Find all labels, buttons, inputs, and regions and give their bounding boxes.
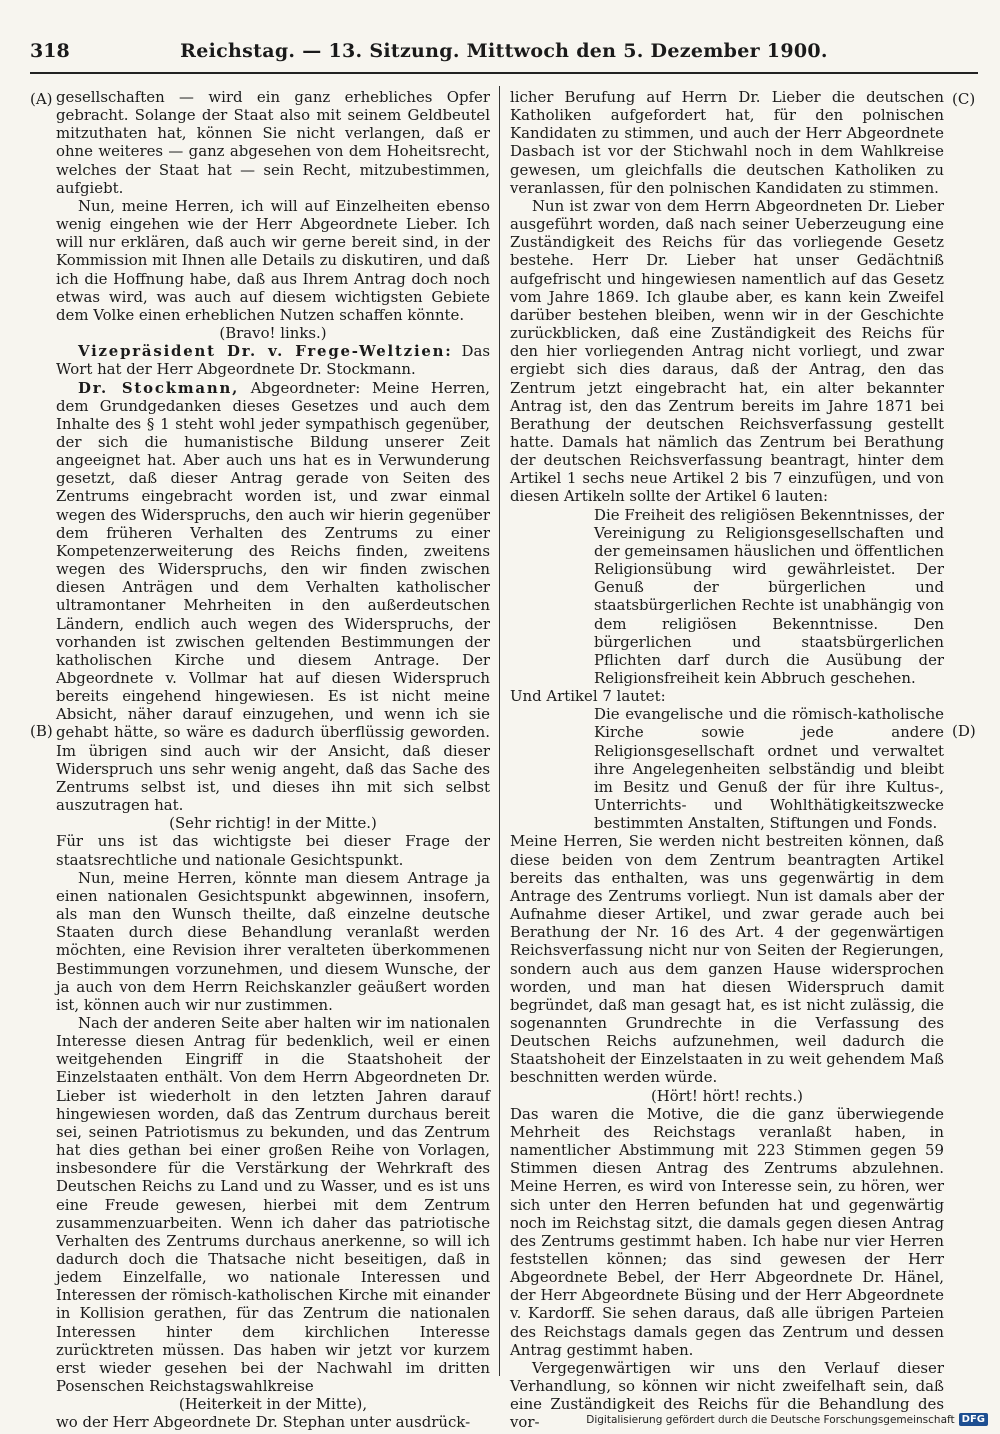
- paragraph: [56, 342, 490, 378]
- margin-mark-c: (C): [952, 90, 976, 108]
- margin-mark-a: (A): [30, 90, 53, 108]
- margin-mark-d: (D): [952, 722, 976, 740]
- digitization-credit: [586, 1413, 988, 1426]
- paragraph: Vergegenwärtigen wir uns den Verlauf dieser Verhandlung, so können wir nicht zweifelhaft sein, daß eine Zuständigkeit des Reichs für die Behandlung des vor-: [510, 1358, 944, 1432]
- paragraph: licher Berufung auf Herrn Dr. Lieber die deutschen Katholiken aufgefordert hat, für den polnischen Kandidaten zu stimmen, und auch der Herr Abgeordnete Dasbach ist vor der Stichwahl noch in dem Wahlkreise gewesen, um gleichfalls die deutschen Katholiken zu veranlassen, für den polnischen Kandidaten zu stimmen.: [510, 88, 944, 197]
- paragraph: Nach der anderen Seite aber halten wir im nationalen Interesse diesen Antrag für bedenklich, weil er einen weitgehenden Eingriff in die Staatshoheit der Einzelstaaten enthält. Von dem Herrn Abgeordneten Dr. Lieber ist wiederholt in den letzten Jahren darauf hingewiesen worden, daß das Zentrum durchaus bereit sei, seinen Patriotismus zu bekunden, und das Zentrum hat dies gethan bei einer großen Reihe von Vorlagen, insbesondere für die Verstärkung der Wehrkraft des Deutschen Reichs zu Land und zu Wasser, und es ist uns eine Freude gewesen, hierbei mit dem Zentrum zusammenzuarbeiten. Wenn ich daher das patriotische Verhalten des Zentrums durchaus anerkenne, so will ich dadurch doch die Thatsache nicht beseitigen, daß in jedem Einzelfalle, wo nationale Interessen und Interessen der römisch-katholischen Kirche mit einander in Kollision gerathen, für das Zentrum die nationalen Interessen hinter dem kirchlichen Interesse zurücktreten müssen. Das haben wir jetzt vor kurzem erst wieder gesehen bei der Nachwahl im dritten Posenschen Reichstagswahlkreise: [56, 1013, 490, 1396]
- page-title: Reichstag. — 13. Sitzung. Mittwoch den 5. Dezember 1900.: [180, 40, 828, 62]
- paragraph: gesellschaften — wird ein ganz erhebliches Opfer gebracht. Solange der Staat also mit seinem Geldbeutel mitzuthaten hat, können Sie nicht verlangen, daß er ohne weiteres — ganz abgesehen von dem Hoheitsrecht, welches der Staat hat — sein Recht, mitzubestimmen, aufgiebt.: [56, 88, 490, 197]
- paragraph: wo der Herr Abgeordnete Dr. Stephan unter ausdrück-: [56, 1413, 471, 1432]
- paragraph: Nun, meine Herren, könnte man diesem Antrage ja einen nationalen Gesichtspunkt abgewinnen, insofern, als man den Wunsch theilte, daß einzelne deutsche Staaten durch diese Behandlung veranlaßt werden möchten, eine Revision ihrer veralteten überkommenen Bestimmungen vorzunehmen, und diesem Wunsche, der ja auch von dem Herrn Reichskanzler geäußert worden ist, können auch wir nur zustimmen.: [56, 868, 490, 1014]
- paragraph: Meine Herren, Sie werden nicht bestreiten können, daß diese beiden von dem Zentrum beantragten Artikel bereits das enthalten, was uns gegenwärtig in dem Antrage des Zentrums vorliegt. Nun ist damals aber der Aufnahme dieser Artikel, und zwar gerade auch bei Berathung der Nr. 16 des Art. 4 der gegenwärtigen Reichsverfassung nicht nur von Seiten der Regierungen, sondern auch aus dem ganzen Hause widersprochen worden, und man hat diesen Widerspruch damit begründet, daß man gesagt hat, es ist nicht zulässig, die sogenannten Grundrechte in die Verfassung des Deutschen Reichs aufzunehmen, weil dadurch die Staatshoheit der Einzelstaaten in zu weit gehendem Maß beschnitten werden würde.: [510, 832, 944, 1087]
- paragraph: Nun, meine Herren, ich will auf Einzelheiten ebenso wenig eingehen wie der Herr Abgeordnete Lieber. Ich will nur erklären, daß auch wir gerne bereit sind, in der Kommission mit Ihnen alle Details zu diskutiren, und daß ich die Hoffnung habe, daß aus Ihrem Antrag doch noch etwas wird, was auch auf diesem wichtigsten Gebiete dem Volke einen erheblichen Nutzen schaffen könnte.: [56, 196, 490, 324]
- paragraph: Das waren die Motive, die die ganz überwiegende Mehrheit des Reichstags veranlaßt haben, in namentlicher Abstimmung mit 223 Stimmen gegen 59 Stimmen diesen Antrag des Zentrums abzulehnen. Meine Herren, es wird von Interesse sein, zu hören, wer sich unter den Herren befunden hat und gegenwärtig noch im Reichstag sitzt, die damals gegen diesen Antrag des Zentrums gestimmt haben. Ich habe nur vier Herren feststellen können; das sind gewesen der Herr Abgeordnete Bebel, der Herr Abgeordnete Dr. Hänel, der Herr Abgeordnete Büsing und der Herr Abgeordnete v. Kardorff. Sie sehen daraus, daß alle übrigen Parteien des Reichstags damals gegen das Zentrum und dessen Antrag gestimmt haben.: [510, 1104, 944, 1359]
- credit-text: Digitalisierung gefördert durch die Deutsche Forschungsgemeinschaft: [586, 1413, 955, 1426]
- column-divider: [499, 86, 500, 1376]
- speech-text: Abgeordneter: Meine Herren, dem Grundgedanken dieses Gesetzes und auch dem Inhalte des § 1 steht wohl jeder sympathisch gegenüber, der sich die humanistische Bildung unserer Zeit angeeignet hat. Aber auch uns hat es in Verwunderung gesetzt, daß dieser Antrag gerade von Seiten des Zentrums eingebracht worden ist, und zwar einmal wegen des Widerspruchs, den auch wir hierin gegenüber dem früheren Verhalten des Zentrums zu einer Kompetenzerweiterung des Reichs finden, zweitens wegen des Widerspruchs, den wir finden zwischen diesen Anträgen und dem Verhalten katholischer ultramontaner Mehrheiten in den außerdeutschen Ländern, endlich auch wegen des Widerspruchs, der vorhanden ist zwischen geltenden Bestimmungen der katholischen Kirche und diesem Antrage. Der Abgeordnete v. Vollmar hat auf diesen Widerspruch bereits eingehend hingewiesen. Es ist nicht meine Absicht, näher darauf einzugehen, und wenn ich sie gehabt hätte, so wäre es dadurch überflüssig geworden. Im übrigen sind auch wir der Ansicht, daß dieser Widerspruch uns sehr wenig angeht, daß das Sache des Zentrums selbst ist, und dieses ihn mit sich selbst auszutragen hat.: [56, 378, 490, 815]
- margin-mark-b: (B): [30, 722, 53, 740]
- quoted-article: Die Freiheit des religiösen Bekenntnisses, der Vereinigung zu Religionsgesellschaften und der gemeinsamen häuslichen und öffentlichen Religionsübung wird gewährleistet. Der Genuß der bürgerlichen und staatsbürgerlichen Rechte ist unabhängig von dem religiösen Bekenntnisse. Den bürgerlichen und staatsbürgerlichen Pflichten darf durch die Ausübung der Religionsfreiheit kein Abbruch geschehen.: [594, 505, 944, 687]
- paragraph: Für uns ist das wichtigste bei dieser Frage der staatsrechtliche und nationale Gesichtspunkt.: [56, 832, 490, 869]
- page-header: [30, 40, 978, 66]
- paragraph: Und Artikel 7 lautet:: [510, 687, 666, 706]
- interjection: (Sehr richtig! in der Mitte.): [169, 814, 377, 833]
- dfg-logo-icon: DFG: [959, 1413, 988, 1426]
- paragraph: Nun ist zwar von dem Herrn Abgeordneten Dr. Lieber ausgeführt worden, daß nach seiner Ueberzeugung eine Zuständigkeit des Reichs für das vorliegende Gesetz bestehe. Herr Dr. Lieber hat unser Gedächtniß aufgefrischt und hingewiesen namentlich auf das Gesetz vom Jahre 1869. Ich glaube aber, es kann kein Zweifel darüber bestehen bleiben, wenn wir in der Geschichte zurückblicken, daß eine Zuständigkeit des Reichs für den hier vorliegenden Antrag nicht vorliegt, und zwar ergiebt sich dies daraus, daß der Antrag, den das Zentrum jetzt eingebracht hat, ein alter bekannter Antrag ist, den das Zentrum bereits im Jahre 1871 bei Berathung der deutschen Reichsverfassung gestellt hatte. Damals hat nämlich das Zentrum bei Berathung der deutschen Reichsverfassung beantragt, hinter dem Artikel 1 sechs neue Artikel 2 bis 7 einzufügen, und von diesen Artikeln sollte der Artikel 6 lauten:: [510, 196, 944, 506]
- interjection: (Heiterkeit in der Mitte),: [178, 1395, 368, 1414]
- interjection: (Bravo! links.): [219, 324, 327, 343]
- page-number: 318: [30, 40, 70, 62]
- interjection: (Hört! hört! rechts.): [651, 1086, 803, 1105]
- paragraph: [56, 379, 490, 815]
- speech-text: Das Wort hat der Herr Abgeordnete Dr. Stockmann.: [56, 342, 490, 379]
- right-column: [510, 88, 944, 1432]
- quoted-article: Die evangelische und die römisch-katholische Kirche sowie jede andere Religionsgesellschaft ordnet und verwaltet ihre Angelegenheiten selbständig und bleibt im Besitz und Genuß der für ihre Kultus-, Unterrichts- und Wohlthätigkeitszwecke bestimmten Anstalten, Stiftungen und Fonds.: [594, 705, 944, 833]
- speaker-name: Vizepräsident Dr. v. Frege-Weltzien:: [78, 342, 453, 361]
- speaker-name: Dr. Stockmann,: [78, 378, 240, 397]
- left-column: [56, 88, 490, 1432]
- header-rule: [30, 72, 978, 74]
